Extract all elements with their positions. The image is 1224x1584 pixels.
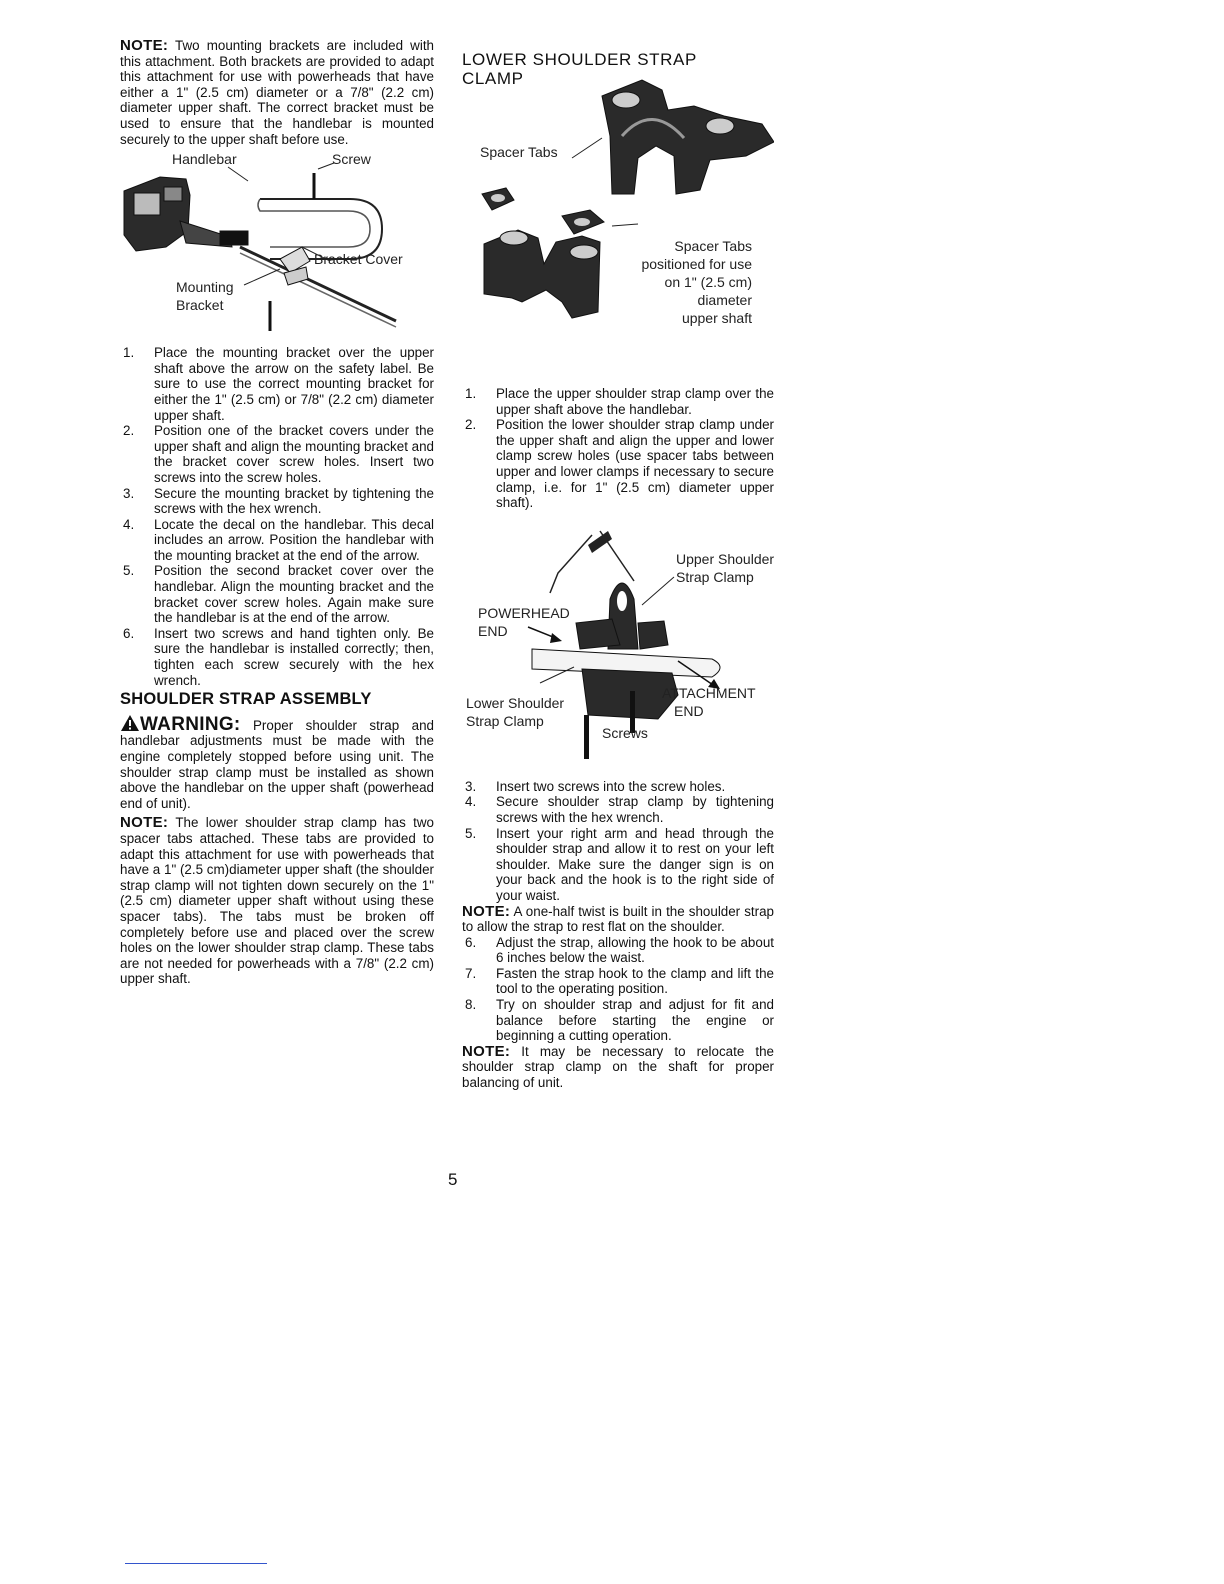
label-screws: Screws (602, 724, 648, 741)
left-column (120, 38, 434, 987)
label-positioned: positioned for use (641, 256, 752, 272)
list-item: 2. Position one of the bracket covers under the upper shaft and align the mounting bracket and the bracket cover screw holes. Insert two screws into the screw holes. (123, 423, 434, 485)
note-text: A one-half twist is built in the shoulder strap to allow the strap to rest flat on the shoulder. (462, 903, 774, 935)
note-lead: NOTE: (462, 902, 511, 920)
list-item: 4. Locate the decal on the handlebar. This decal includes an arrow. Position the handlebar with the mounting bracket at the end of the arrow. (123, 516, 434, 563)
clamp-heading-line2: CLAMP (462, 69, 524, 88)
note-lead: NOTE: (120, 814, 169, 832)
label-end-1: END (478, 622, 508, 639)
label-bracket-cover: Bracket Cover (314, 251, 403, 268)
label-attachment: ATTACHMENT (662, 684, 756, 701)
label-mounting: Mounting (176, 279, 234, 296)
lower-clamp-drawing (484, 210, 604, 318)
note-lead: NOTE: (462, 1042, 511, 1060)
warning-lead: WARNING: (140, 713, 241, 735)
warning-triangle-icon (120, 714, 140, 732)
label-strap-clamp-2: Strap Clamp (466, 712, 544, 729)
section-title: SHOULDER STRAP ASSEMBLY (120, 690, 372, 709)
handlebar-illustration (120, 151, 434, 343)
label-on-size: on 1" (2.5 cm) (664, 274, 752, 290)
list-item: 1. Place the upper shoulder strap clamp over the upper shaft above the handlebar. (465, 386, 774, 417)
note-text: The lower shoulder strap clamp has two spacer tabs attached. These tabs are provided to adapt this attachment for use with powerheads that have a 1" (2.5 cm)diameter upper shaft (the shoulder strap clamp will not tighten down securely on the 1" (2.5 cm) diameter upper shaft without using these spacer tabs). The tabs must be broken off completely before use and placed over the screw holes on the lower shoulder strap clamp. These tabs are not needed for powerheads with a 7/8" (2.2 cm) upper shaft. (120, 815, 434, 987)
list-item: 3. Secure the mounting bracket by tightening the screws with the hex wrench. (123, 485, 434, 517)
clamp-steps-a (462, 386, 774, 511)
list-item: 4. Secure shoulder strap clamp by tightening screws with the hex wrench. (465, 794, 774, 825)
list-item: 5. Insert your right arm and head through the shoulder strap and allow it to rest on your left shoulder. Make sure the danger sign is on your back and the hook is to the right side of your waist. (465, 825, 774, 903)
warning-paragraph (120, 714, 434, 812)
list-item: 3. Insert two screws into the screw holes. (465, 778, 726, 794)
warning-text: Proper shoulder strap and handlebar adjustments must be made with the engine completely stopped before using unit. The shoulder strap clamp must be installed as shown above the handlebar on the upper shaft (powerhead end of unit). (120, 717, 434, 811)
handlebar-steps (120, 345, 434, 688)
note-text: It may be necessary to relocate the shoulder strap clamp on the shaft for proper balancing of unit. (462, 1043, 774, 1091)
list-item: 6. Adjust the strap, allowing the hook to be about 6 inches below the waist. (465, 934, 774, 966)
clamp-heading-line1: LOWER SHOULDER STRAP (462, 50, 697, 69)
list-item: 1. Place the mounting bracket over the upper shaft above the arrow on the safety label. Be sure to use the correct mounting bracket for either the 1" (2.5 cm) or 7/8" (2.2 cm) diameter upper shaft. (123, 345, 434, 423)
clamp-steps-b (462, 779, 774, 904)
label-upper-shoulder: Upper Shoulder (676, 550, 775, 567)
right-column (462, 50, 774, 1091)
label-spacer-tabs: Spacer Tabs (480, 144, 558, 160)
label-powerhead: POWERHEAD (478, 604, 570, 621)
page-number: 5 (448, 1170, 458, 1189)
strap-clamp-figure (462, 527, 774, 767)
bottom-rule (125, 1563, 267, 1564)
label-diameter: diameter (697, 292, 752, 308)
upper-clamp-drawing (602, 80, 774, 194)
handlebar-figure (120, 151, 434, 343)
label-end-2: END (674, 702, 704, 719)
note-lead: NOTE: (120, 37, 169, 54)
clamp-steps-c (462, 935, 774, 1044)
label-screw: Screw (332, 151, 371, 168)
list-item: 2. Position the lower shoulder strap clamp under the upper shaft and align the upper and lower clamp screw holes (use spacer tabs between upper and lower clamps if necessary to secure clamp, i.e. for 1" (2.5 cm) diameter upper shaft). (465, 417, 774, 511)
list-item: 5. Position the second bracket cover over the handlebar. Align the mounting bracket and the bracket cover screw holes. Again make sure the handlebar is at the end of the arrow. (123, 563, 434, 626)
note-text: Two mounting brackets are included with this attachment. Both brackets are provided to adapt this attachment for use with powerheads that have either a 1" (2.5 cm) diameter or a 7/8" (2.2 cm) diameter upper shaft. The correct bracket must be used to ensure that the handlebar is mounted securely to the upper shaft before use. (120, 38, 434, 147)
powerhead-drawing (124, 177, 248, 251)
label-handlebar: Handlebar (172, 151, 237, 168)
note-relocate (462, 1044, 774, 1091)
clamp-figure (462, 66, 774, 324)
note-half-twist (462, 904, 774, 935)
label-bracket: Bracket (176, 297, 224, 314)
label-lower-shoulder: Lower Shoulder (466, 694, 565, 711)
list-item: 8. Try on shoulder strap and adjust for fit and balance before starting the engine or beginning a cutting operation. (465, 997, 774, 1044)
list-item: 6. Insert two screws and hand tighten only. Be sure the handlebar is installed correctly; then, tighten each screw securely with the hex wrench. (123, 625, 434, 688)
note-spacer-tabs (120, 815, 434, 987)
label-upper-shaft: upper shaft (681, 310, 752, 326)
label-strap-clamp: Strap Clamp (676, 568, 754, 585)
note-handlebar-brackets (120, 38, 434, 147)
list-item: 7. Fasten the strap hook to the clamp and lift the tool to the operating position. (465, 965, 774, 997)
label-spacer-tabs-2: Spacer Tabs (674, 238, 752, 254)
